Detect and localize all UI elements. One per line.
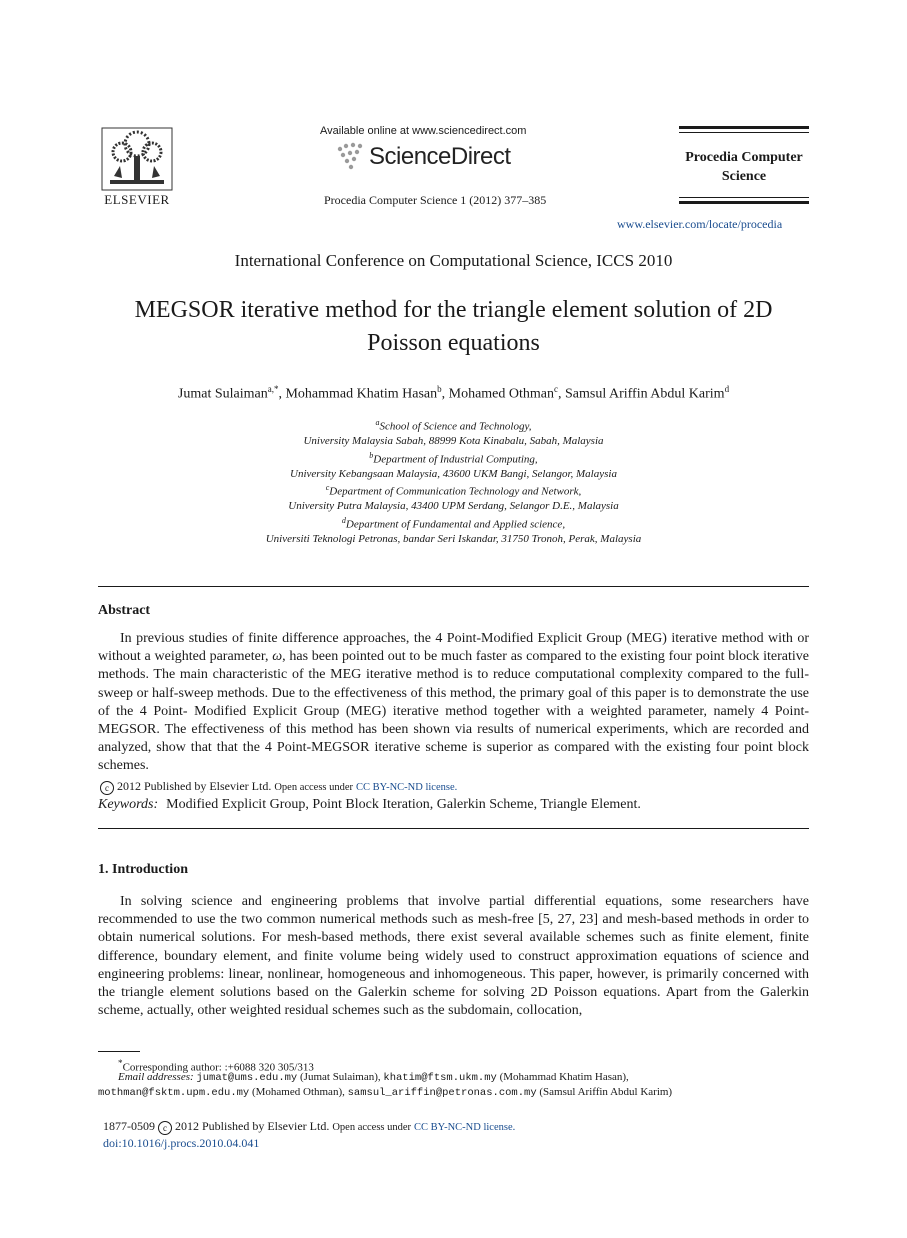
affiliation-mark: d [341,515,346,525]
author-separator: , [441,386,449,402]
abstract-text: In previous studies of finite difference approaches, the 4 Point-Modified Explicit Group (MEG) iterative method with or without a weighted parameter, ω, has been pointed out to be much faster as compared to the existing four point block iterative methods. The main characteristic of the MEG iterative method is to reduce computational complexity compared to the full-sweep or half-sweep methods. Due to the effectiveness of this method, the primary goal of this paper is to demonstrate the use of the 4 Point- Modified Explicit Group (MEG) iterative method together with a weighted parameter, namely 4 Point-MEGSOR. The effectiveness of this method has been shown via results of numerical experiments, which are recorded and analyzed, show that that the 4 Point-MEGSOR iterative scheme is superior as compared with the existing four point block schemes. [98,631,809,774]
abstract-bottom-rule [98,828,809,829]
copyright-icon: c [158,1121,172,1135]
abstract-heading: Abstract [98,603,151,618]
keywords-label: Keywords: [98,797,159,812]
available-online-text[interactable]: Available online at www.sciencedirect.com [320,125,527,137]
email-link[interactable]: mothman@fsktm.upm.edu.my [98,1087,250,1099]
author-affiliation-mark: d [724,384,730,394]
header-rule-bottom-thick [679,201,809,204]
affiliation-line: $^b$Department of Industrial Computing, [369,450,538,466]
email-link[interactable]: khatim@ftsm.ukm.my [383,1072,497,1084]
license-link[interactable]: CC BY-NC-ND license. [414,1122,516,1133]
affiliation-line: University Putra Malaysia, 43400 UPM Serdang, Selangor D.E., Malaysia [288,500,619,513]
author-name: Mohamed Othman [448,386,554,402]
affiliation-mark: c [325,483,330,493]
sciencedirect-dots-icon [334,139,370,175]
tree-icon [100,126,174,192]
keywords [98,797,641,813]
affiliation-list [0,416,907,547]
affiliation-line: $^d$Department of Fundamental and Applied science, [341,515,566,531]
journal-name [679,148,809,186]
header-rule-top-thick [679,126,809,129]
header-rule-top-thin [679,132,809,133]
journal-citation: Procedia Computer Science 1 (2012) 377–385 [324,193,547,207]
doi-link[interactable]: doi:10.1016/j.procs.2010.04.041 [103,1136,260,1150]
abstract-copyright: c 2012 Published by Elsevier Ltd. Open access under CC BY-NC-ND license. [100,779,457,795]
paper-title-line2: Poisson equations [367,330,540,356]
introduction-text: In solving science and engineering problems that involve partial differential equations, some researchers have recommended to use the two common numerical methods such as mesh-free [5, 27, 23] and mesh-based methods in order to obtain numerical solutions. For mesh-based methods, there exist several available schemes such as finite element, finite difference, boundary element, and finite volume being widely used to construct approximation equations of science and engineering problems: linear, nonlinear, homogeneous and inhomogeneous. This paper, however, is primarily concerned with the triangle element solutions based on the Galerkin scheme for solving 2D Poisson equations. Apart from the Galerkin scheme, actually, other weighted residual schemes such as the subdomain, collocation, [98,894,809,1019]
affiliation-line: $^c$Department of Communication Technology and Network, [325,483,582,498]
email-link[interactable]: samsul_ariffin@petronas.com.my [347,1087,537,1099]
paper-title [60,294,847,360]
keywords-list: Modified Explicit Group, Point Block Iteration, Galerkin Scheme, Triangle Element. [166,797,641,812]
affiliation-mark: a [375,418,380,427]
affiliation-line: University Kebangsaan Malaysia, 43600 UKM Bangi, Selangor, Malaysia [290,467,617,480]
email-link[interactable]: jumat@ums.edu.my [196,1072,298,1084]
publisher-name: ELSEVIER [104,192,170,207]
abstract-top-rule [98,586,809,587]
journal-url-link[interactable]: www.elsevier.com/locate/procedia [617,217,783,231]
footnote-rule [98,1051,140,1052]
author-name: Mohammad Khatim Hasan [285,386,438,402]
issn-copyright-line: 1877-0509 c 2012 Published by Elsevier Ltd. Open access under CC BY-NC-ND license. [103,1119,516,1133]
author-affiliation-mark: c [554,384,558,394]
author-name: Samsul Ariffin Abdul Karim [565,386,725,402]
license-link[interactable]: CC BY-NC-ND license. [356,782,458,793]
affiliation-mark: b [369,450,374,460]
introduction-heading: 1. Introduction [98,862,188,877]
email-addresses-line2: mothman@fsktm.upm.edu.my (Mohamed Othman), samsul_ariffin@petronas.com.my (Samsul Ariffin Abdul Karim) [98,1086,673,1099]
author-separator: , [278,386,286,402]
journal-name-line1: Procedia Computer [685,150,803,165]
sciencedirect-wordmark: ScienceDirect [369,143,511,170]
affiliation-line: University Malaysia Sabah, 88999 Kota Kinabalu, Sabah, Malaysia [303,435,604,448]
issn: 1877-0509 [103,1119,155,1133]
omega-symbol: ω [272,649,283,665]
copyright-icon: c [100,781,114,795]
header-rule-bottom-thin [679,197,809,198]
email-addresses-line1: Email addresses: jumat@ums.edu.my (Jumat Sulaiman), khatim@ftsm.ukm.my (Mohammad Khatim Hasan), [118,1071,629,1084]
paper-title-line1: MEGSOR iterative method for the triangle element solution of 2D [134,297,773,323]
author-affiliation-mark: b [437,384,442,394]
author-separator: , [558,386,565,402]
corresponding-author-note: *Corresponding author: :+6088 320 305/313 [118,1058,314,1074]
author-affiliation-mark: a,* [267,384,279,394]
author-list [0,384,907,403]
journal-name-line2: Science [721,169,767,184]
author-name: Jumat Sulaiman [177,386,268,402]
conference-name: International Conference on Computational Science, ICCS 2010 [234,251,673,270]
affiliation-line: $^a$School of Science and Technology, [375,418,532,433]
affiliation-line: Universiti Teknologi Petronas, bandar Seri Iskandar, 31750 Tronoh, Perak, Malaysia [265,533,642,546]
